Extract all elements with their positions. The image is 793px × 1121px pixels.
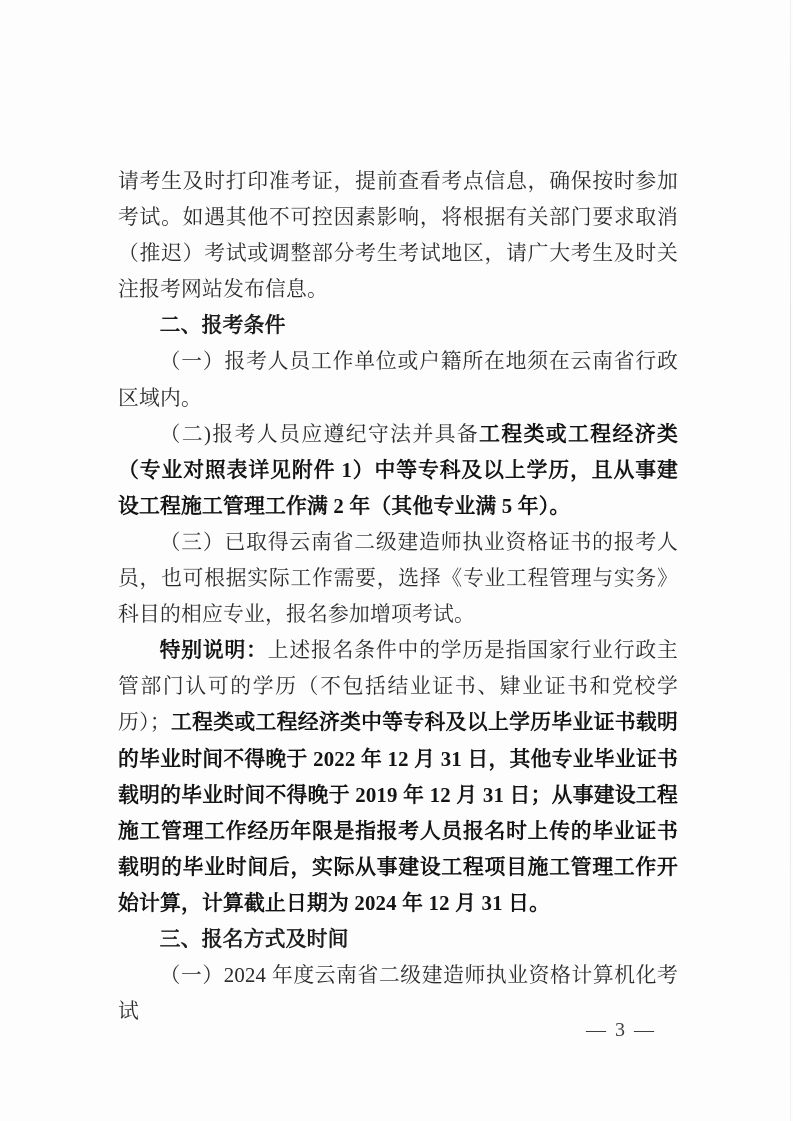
text-run-bold: 工程类或工程经济类中等专科及以上学历毕业证书载明的毕业时间不得晚于 2022 年 12 月 31 日，其他专业毕业证书载明的毕业时间不得晚于 2019 年 12 月 31 日；从事建设工程施工管理工作经历年限是指报考人员报名时上传的毕业证书载明的毕业时间后，实际从事建设工程项目施工管理工作开始计算，计算截止日期为 2024 年 12 月 31 日。 [118, 711, 678, 915]
text-run-normal: 上述报名条件中的学历是指国家行业行政主管部门认可的学历（不包括结业证书、肄业证书和党校学历）； [118, 639, 678, 735]
text-run-bold: 工程类或工程经济类（专业对照表详见附件 1）中等专科及以上学历，且从事建设工程施工管理工作满 2 年（其他专业满 5 年）。 [118, 422, 678, 518]
paragraph-condition-2 [118, 417, 678, 525]
page-number: — 3 — [586, 1019, 656, 1041]
section-heading-registration: 三、报名方式及时间 [159, 927, 349, 951]
paragraph-exam-notice [118, 164, 678, 308]
paragraph-condition-3: （三）已取得云南省二级建造师执业资格证书的报考人员，也可根据实际工作需要，选择《专业工程管理与实务》科目的相应专业，报名参加增项考试。 [118, 530, 678, 627]
paragraph-condition-1: （一）报考人员工作单位或户籍所在地须在云南省行政区域内。 [118, 350, 678, 410]
document-body [118, 164, 678, 1030]
text-run-normal: 请考生及时打印准考证，提前查看考点信息，确保按时参加考试。如遇其他不可控因素影响，将根据有关部门要求取消（推迟）考试或调整部分考生考试地区，请广大考生及时关注报考网站发布信息。 [118, 170, 678, 302]
text-run-normal: （二)报考人员应遵纪守法并具备 [159, 422, 480, 446]
section-heading-conditions: 二、报考条件 [159, 314, 286, 338]
paragraph-special-note [118, 633, 678, 922]
paragraph-registration-method-1: （一）2024 年度云南省二级建造师执业资格计算机化考试 [118, 964, 678, 1024]
special-note-label: 特别说明： [159, 639, 268, 663]
scan-edge-artifact [790, 0, 791, 1121]
